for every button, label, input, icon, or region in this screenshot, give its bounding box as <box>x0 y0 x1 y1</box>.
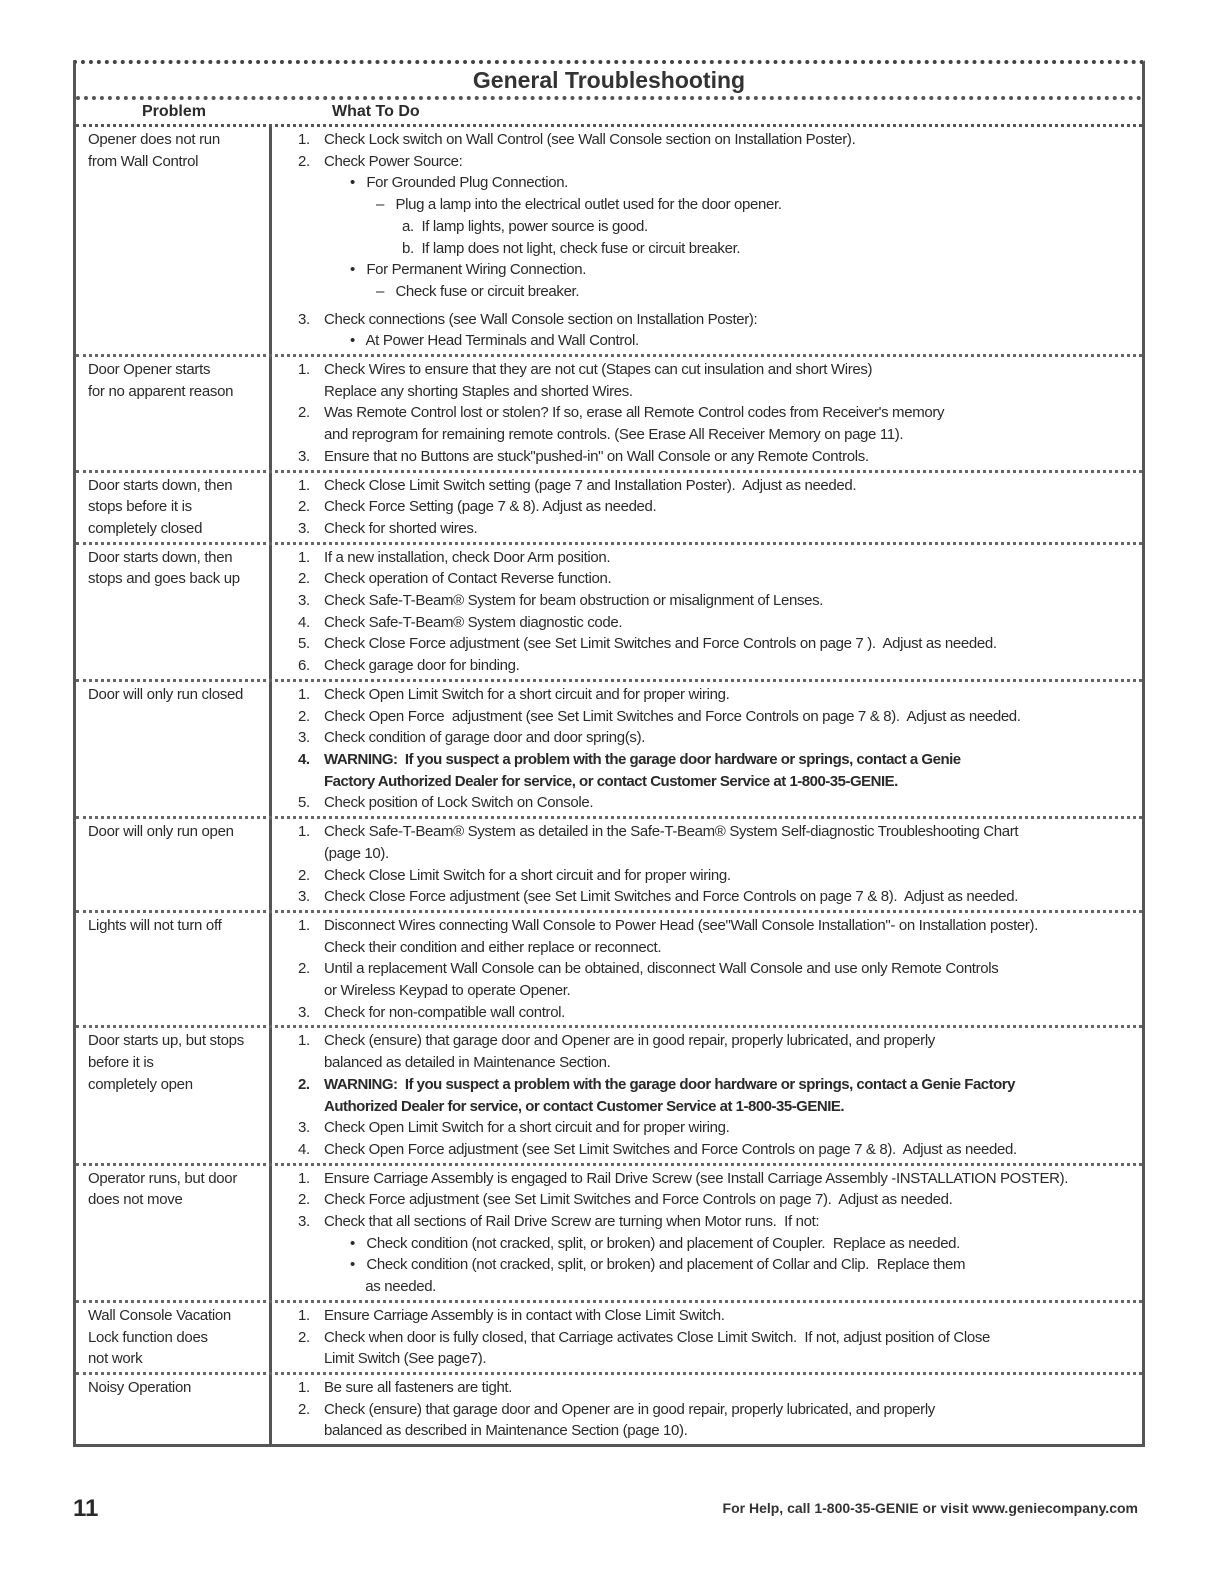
problem-cell <box>76 127 272 354</box>
problem-text: completely closed <box>88 519 203 537</box>
problem-cell <box>76 819 272 910</box>
step-number: 1. <box>298 476 310 494</box>
solution-line <box>298 684 1142 706</box>
step-number: 3. <box>298 310 310 328</box>
step-text: Check Open Force adjustment (see Set Limit Switches and Force Controls on page 7 & 8). Adjust as needed. <box>324 1140 1017 1158</box>
solution-line <box>298 706 1142 728</box>
solution-line <box>298 749 1142 771</box>
step-text: and reprogram for remaining remote controls. (See Erase All Receiver Memory on page 11). <box>324 426 904 444</box>
solution-line <box>298 1348 1142 1370</box>
solution-line <box>298 633 1142 655</box>
step-number <box>298 194 324 216</box>
problem-text: Door will only run closed <box>88 685 244 703</box>
problem-cell <box>76 1028 272 1162</box>
solution-line <box>298 194 1142 216</box>
table-row <box>76 682 1142 819</box>
solution-line <box>298 1233 1142 1255</box>
solution-line <box>298 1139 1142 1161</box>
problem-cell <box>76 913 272 1026</box>
solution-line <box>298 915 1142 937</box>
step-text: • For Permanent Wiring Connection. <box>350 261 587 279</box>
step-number: 4. <box>298 750 310 768</box>
step-text: WARNING: If you suspect a problem with the garage door hardware or springs, contact a Genie Factory <box>324 1075 1015 1093</box>
step-number: 3. <box>298 1213 310 1231</box>
problem-text: completely open <box>88 1075 193 1093</box>
solution-line <box>298 1420 1142 1442</box>
step-text: Check Open Limit Switch for a short circuit and for proper wiring. <box>324 1119 730 1137</box>
step-text: • Check condition (not cracked, split, or broken) and placement of Coupler. Replace as needed. <box>350 1234 960 1252</box>
solution-cell <box>272 473 1142 542</box>
solution-line <box>298 937 1142 959</box>
problem-text: Door starts down, then <box>88 476 233 494</box>
step-text: Was Remote Control lost or stolen? If so, erase all Remote Control codes from Receiver's memory <box>324 404 945 422</box>
solution-line <box>298 821 1142 843</box>
step-text: If a new installation, check Door Arm position. <box>324 548 611 566</box>
solution-line <box>298 547 1142 569</box>
solution-cell <box>272 1028 1142 1162</box>
problem-cell <box>76 1166 272 1300</box>
step-text: Check (ensure) that garage door and Opener are in good repair, properly lubricated, and properly <box>324 1032 935 1050</box>
step-text: WARNING: If you suspect a problem with the garage door hardware or springs, contact a Genie <box>324 750 961 768</box>
problem-text: not work <box>88 1350 143 1368</box>
step-number <box>298 937 324 959</box>
solution-line <box>298 1399 1142 1421</box>
step-text: Check Close Limit Switch setting (page 7 and Installation Poster). Adjust as needed. <box>324 476 857 494</box>
problem-text: Noisy Operation <box>88 1378 192 1396</box>
solution-line <box>298 381 1142 403</box>
step-number <box>298 771 324 793</box>
solution-line <box>298 792 1142 814</box>
step-number: 3. <box>298 447 310 465</box>
solution-line <box>298 958 1142 980</box>
solution-line <box>298 259 1142 281</box>
problem-text: Door will only run open <box>88 823 234 841</box>
solution-cell <box>272 1375 1142 1444</box>
solution-line <box>298 309 1142 331</box>
step-text: Check Close Limit Switch for a short circuit and for proper wiring. <box>324 866 731 884</box>
problem-cell <box>76 682 272 816</box>
problem-text: Door Opener starts <box>88 361 211 379</box>
solution-line <box>298 359 1142 381</box>
step-number: 2. <box>298 404 310 422</box>
solution-line <box>298 843 1142 865</box>
step-number <box>298 281 324 303</box>
solution-cell <box>272 1303 1142 1372</box>
step-number: 1. <box>298 548 310 566</box>
step-text: • At Power Head Terminals and Wall Control. <box>350 332 639 350</box>
solution-line <box>298 1002 1142 1024</box>
problem-text: Operator runs, but door <box>88 1169 238 1187</box>
problem-text: Door starts up, but stops <box>88 1032 244 1050</box>
step-text: Check Safe-T-Beam® System as detailed in the Safe-T-Beam® System Self-diagnostic Troubleshooting Chart <box>324 823 1019 841</box>
header-what-to-do: What To Do <box>332 103 420 120</box>
solution-line <box>298 1327 1142 1349</box>
problem-text: Lock function does <box>88 1328 208 1346</box>
step-number: 3. <box>298 592 310 610</box>
table-title: General Troubleshooting <box>76 64 1142 100</box>
solution-cell <box>272 357 1142 470</box>
step-number: 2. <box>298 1075 310 1093</box>
step-number: 1. <box>298 1378 310 1396</box>
step-number: 5. <box>298 635 310 653</box>
step-text: Check Force Setting (page 7 & 8). Adjust as needed. <box>324 498 657 516</box>
step-text: Check that all sections of Rail Drive Screw are turning when Motor runs. If not: <box>324 1213 820 1231</box>
solution-cell <box>272 819 1142 910</box>
step-number <box>298 172 324 194</box>
solution-line <box>298 568 1142 590</box>
step-number: 1. <box>298 823 310 841</box>
problem-cell <box>76 545 272 679</box>
step-number: 5. <box>298 794 310 812</box>
step-text: Check when door is fully closed, that Carriage activates Close Limit Switch. If not, adjust position of Close <box>324 1328 990 1346</box>
solution-line <box>298 1211 1142 1233</box>
step-number <box>298 1096 324 1118</box>
header-problem: Problem <box>141 103 206 120</box>
page-number: 11 <box>73 1495 99 1522</box>
solution-line <box>298 771 1142 793</box>
solution-line <box>298 1074 1142 1096</box>
step-text: Disconnect Wires connecting Wall Console to Power Head (see"Wall Console Installation"- on Installation poster). <box>324 916 1039 934</box>
troubleshooting-table <box>73 60 1145 1447</box>
step-number: 2. <box>298 152 310 170</box>
solution-line <box>298 865 1142 887</box>
step-number: 1. <box>298 1169 310 1187</box>
step-text: Check Close Force adjustment (see Set Limit Switches and Force Controls on page 7 & 8). Adjust as needed. <box>324 888 1019 906</box>
step-number <box>298 238 324 260</box>
step-text: as needed. <box>350 1278 437 1296</box>
solution-cell <box>272 1166 1142 1300</box>
step-number: 1. <box>298 361 310 379</box>
step-number <box>298 381 324 403</box>
step-text: Factory Authorized Dealer for service, or contact Customer Service at 1-800-35-GENIE. <box>324 772 898 790</box>
solution-line <box>298 1096 1142 1118</box>
step-text: Check Wires to ensure that they are not cut (Stapes can cut insulation and short Wires) <box>324 361 873 379</box>
solution-line <box>298 172 1142 194</box>
step-text: Check Open Limit Switch for a short circuit and for proper wiring. <box>324 685 730 703</box>
step-number: 4. <box>298 613 310 631</box>
step-number: 2. <box>298 707 310 725</box>
step-number: 1. <box>298 685 310 703</box>
step-number <box>298 843 324 865</box>
step-text: Check garage door for binding. <box>324 657 520 675</box>
step-text: a. If lamp lights, power source is good. <box>402 217 648 235</box>
solution-line <box>298 446 1142 468</box>
solution-cell <box>272 127 1142 354</box>
problem-text: stops before it is <box>88 498 192 516</box>
step-text: • Check condition (not cracked, split, or broken) and placement of Collar and Clip. Replace them <box>350 1256 966 1274</box>
step-number: 6. <box>298 657 310 675</box>
step-text: Check Force adjustment (see Set Limit Switches and Force Controls on page 7). Adjust as needed. <box>324 1191 953 1209</box>
step-number: 1. <box>298 1306 310 1324</box>
step-text: Check position of Lock Switch on Console. <box>324 794 594 812</box>
solution-line <box>298 1254 1142 1276</box>
solution-line <box>298 216 1142 238</box>
step-number <box>298 1052 324 1074</box>
step-number <box>298 980 324 1002</box>
step-text: Check Close Force adjustment (see Set Limit Switches and Force Controls on page 7 ). Adjust as needed. <box>324 635 997 653</box>
step-number <box>298 330 324 352</box>
step-text: Check Safe-T-Beam® System diagnostic code. <box>324 613 623 631</box>
solution-line <box>298 281 1142 303</box>
table-row <box>76 545 1142 682</box>
step-text: Limit Switch (See page7). <box>324 1350 487 1368</box>
solution-line <box>298 1168 1142 1190</box>
step-number: 2. <box>298 498 310 516</box>
table-row <box>76 1303 1142 1375</box>
solution-line <box>298 886 1142 908</box>
solution-line <box>298 612 1142 634</box>
step-number <box>298 216 324 238</box>
table-row <box>76 1375 1142 1444</box>
solution-line <box>298 151 1142 173</box>
solution-line <box>298 655 1142 677</box>
step-number: 2. <box>298 1328 310 1346</box>
step-number: 3. <box>298 729 310 747</box>
solution-cell <box>272 913 1142 1026</box>
step-number <box>298 424 324 446</box>
table-row <box>76 473 1142 545</box>
step-number: 3. <box>298 519 310 537</box>
step-text: Check operation of Contact Reverse function. <box>324 570 612 588</box>
step-text: Replace any shorting Staples and shorted Wires. <box>324 382 633 400</box>
step-number: 2. <box>298 960 310 978</box>
table-row <box>76 357 1142 473</box>
solution-line <box>298 496 1142 518</box>
step-text: – Plug a lamp into the electrical outlet used for the door opener. <box>376 196 782 214</box>
solution-line <box>298 330 1142 352</box>
solution-line <box>298 1276 1142 1298</box>
solution-line <box>298 1052 1142 1074</box>
problem-text: Opener does not run <box>88 131 220 148</box>
solution-line <box>298 475 1142 497</box>
solution-line <box>298 402 1142 424</box>
problem-text: before it is <box>88 1054 154 1072</box>
step-text: b. If lamp does not light, check fuse or circuit breaker. <box>402 239 741 257</box>
step-number: 2. <box>298 570 310 588</box>
table-row <box>76 913 1142 1029</box>
step-text: Until a replacement Wall Console can be obtained, disconnect Wall Console and use only Remote Controls <box>324 960 999 978</box>
step-number <box>298 1276 324 1298</box>
step-number: 2. <box>298 866 310 884</box>
step-number <box>298 1348 324 1370</box>
step-number: 2. <box>298 1191 310 1209</box>
step-text: Check connections (see Wall Console section on Installation Poster): <box>324 310 758 328</box>
step-number: 3. <box>298 888 310 906</box>
solution-line <box>298 980 1142 1002</box>
solution-line <box>298 424 1142 446</box>
step-text: Check Open Force adjustment (see Set Limit Switches and Force Controls on page 7 & 8). Adjust as needed. <box>324 707 1021 725</box>
problem-text: Wall Console Vacation <box>88 1306 231 1324</box>
solution-cell <box>272 545 1142 679</box>
step-text: Check Safe-T-Beam® System for beam obstruction or misalignment of Lenses. <box>324 592 824 610</box>
table-row <box>76 127 1142 357</box>
step-text: Ensure Carriage Assembly is engaged to Rail Drive Screw (see Install Carriage Assembly -INSTALLATION POSTER). <box>324 1169 1069 1187</box>
step-text: Check for non-compatible wall control. <box>324 1003 565 1021</box>
solution-line <box>298 1377 1142 1399</box>
step-text: (page 10). <box>324 844 389 862</box>
step-number: 3. <box>298 1119 310 1137</box>
table-row <box>76 819 1142 913</box>
help-footer: For Help, call 1-800-35-GENIE or visit www.geniecompany.com <box>722 1500 1138 1516</box>
table-row <box>76 1028 1142 1165</box>
step-text: Check for shorted wires. <box>324 519 478 537</box>
step-text: Check their condition and either replace or reconnect. <box>324 938 662 956</box>
table-row <box>76 1166 1142 1303</box>
step-text: Check Lock switch on Wall Control (see Wall Console section on Installation Poster). <box>324 131 856 148</box>
header-row <box>76 100 1142 127</box>
problem-cell <box>76 357 272 470</box>
solution-line <box>298 1189 1142 1211</box>
problem-text: from Wall Control <box>88 152 199 170</box>
step-number: 1. <box>298 916 310 934</box>
solution-line <box>298 1305 1142 1327</box>
step-text: Check Power Source: <box>324 152 463 170</box>
problem-cell <box>76 1303 272 1372</box>
solution-line <box>298 518 1142 540</box>
problem-text: does not move <box>88 1191 183 1209</box>
solution-line <box>298 129 1142 151</box>
problem-text: for no apparent reason <box>88 382 234 400</box>
step-number <box>298 259 324 281</box>
step-text: balanced as detailed in Maintenance Section. <box>324 1054 611 1072</box>
problem-text: stops and goes back up <box>88 570 240 588</box>
step-text: Authorized Dealer for service, or contact Customer Service at 1-800-35-GENIE. <box>324 1097 845 1115</box>
problem-cell <box>76 1375 272 1444</box>
solution-line <box>298 1117 1142 1139</box>
step-text: Check (ensure) that garage door and Opener are in good repair, properly lubricated, and properly <box>324 1400 935 1418</box>
step-text: balanced as described in Maintenance Section (page 10). <box>324 1422 688 1440</box>
step-number <box>298 1254 324 1276</box>
solution-line <box>298 238 1142 260</box>
step-number: 2. <box>298 1400 310 1418</box>
step-text: – Check fuse or circuit breaker. <box>376 282 580 300</box>
step-number: 1. <box>298 1032 310 1050</box>
step-text: Ensure Carriage Assembly is in contact with Close Limit Switch. <box>324 1306 725 1324</box>
step-number: 3. <box>298 1003 310 1021</box>
solution-line <box>298 1030 1142 1052</box>
step-text: Check condition of garage door and door spring(s). <box>324 729 646 747</box>
solution-cell <box>272 682 1142 816</box>
step-text: Be sure all fasteners are tight. <box>324 1378 513 1396</box>
step-text: • For Grounded Plug Connection. <box>350 174 568 192</box>
step-text: Ensure that no Buttons are stuck"pushed-in" on Wall Console or any Remote Controls. <box>324 447 869 465</box>
solution-line <box>298 727 1142 749</box>
step-number: 1. <box>298 131 310 148</box>
step-number <box>298 1233 324 1255</box>
step-text: or Wireless Keypad to operate Opener. <box>324 982 571 1000</box>
problem-cell <box>76 473 272 542</box>
problem-text: Door starts down, then <box>88 548 233 566</box>
solution-line <box>298 590 1142 612</box>
step-number: 4. <box>298 1140 310 1158</box>
problem-text: Lights will not turn off <box>88 916 222 934</box>
step-number <box>298 1420 324 1442</box>
